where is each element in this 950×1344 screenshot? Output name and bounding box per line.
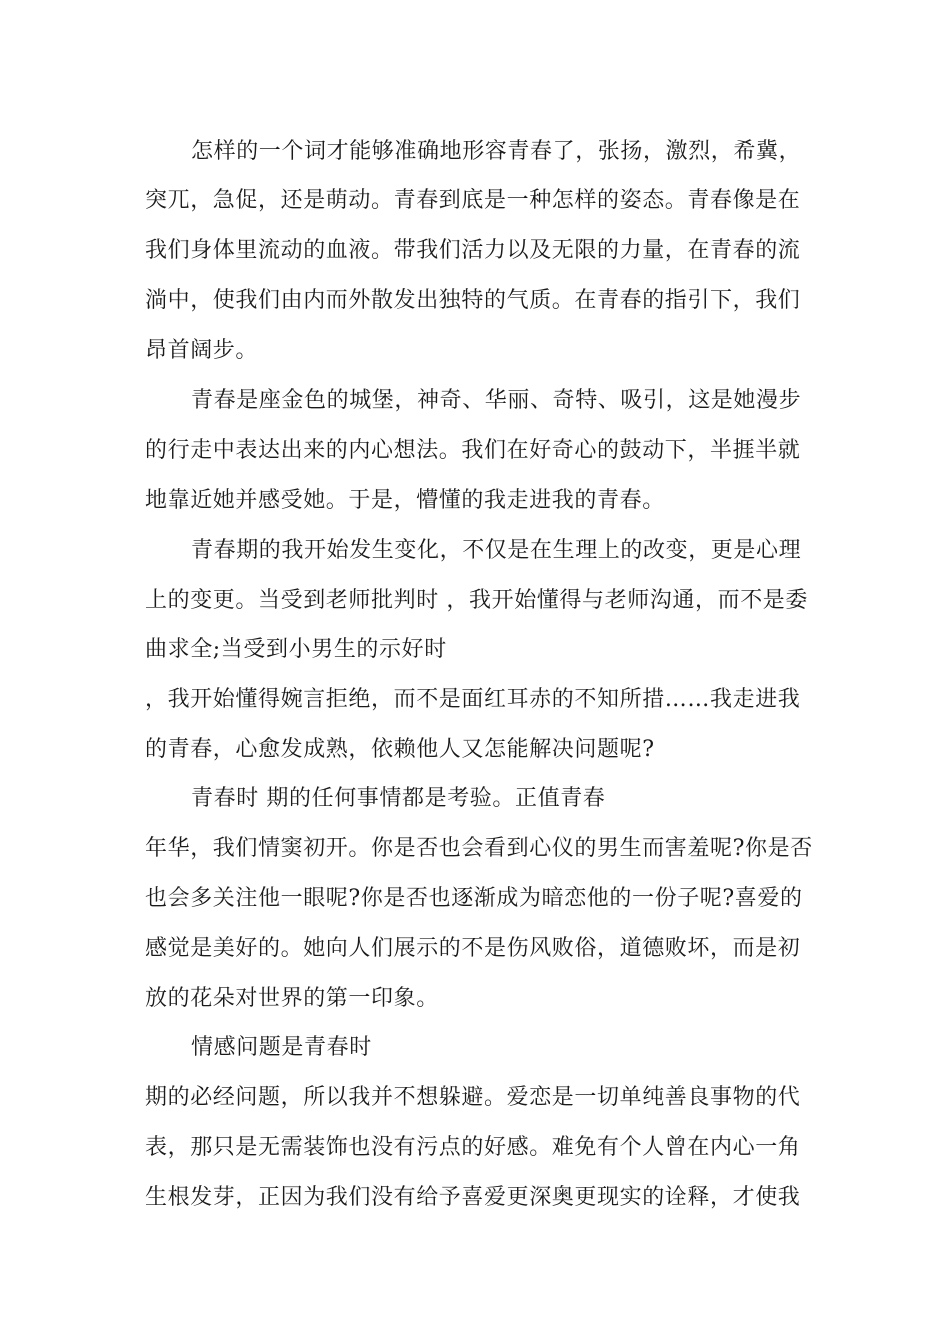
text-line: 期的必经问题，所以我并不想躲避。爱恋是一切单纯善良事物的代 [145, 1085, 801, 1110]
text-line: 曲求全;当受到小男生的示好时 [145, 637, 447, 662]
text-line: 生根发芽，正因为我们没有给予喜爱更深奥更现实的诠释，才使我 [145, 1185, 801, 1210]
text-line: 感觉是美好的。她向人们展示的不是伤风败俗，道德败坏，而是初 [145, 936, 801, 961]
text-line: 我们身体里流动的血液。带我们活力以及无限的力量，在青春的流 [145, 238, 801, 263]
text-line: 表，那只是无需装饰也没有污点的好感。难免有个人曾在内心一角 [145, 1135, 801, 1160]
text-line: 上的变更。当受到老师批判时 ，我开始懂得与老师沟通，而不是委 [145, 588, 808, 613]
text-line: 青春时 期的任何事情都是考验。正值青春 [191, 786, 606, 811]
text-line: 放的花朵对世界的第一印象。 [145, 986, 439, 1011]
text-line: 怎样的一个词才能够准确地形容青春了，张扬，激烈，希冀， [191, 139, 802, 164]
text-line: 情感问题是青春时 [191, 1035, 372, 1060]
text-line: 年华，我们情窦初开。你是否也会看到心仪的男生而害羞呢?你是否 [145, 836, 813, 861]
text-line: 青春是座金色的城堡，神奇、华丽、奇特、吸引，这是她漫步 [191, 388, 802, 413]
text-line: ，我开始懂得婉言拒绝，而不是面红耳赤的不知所措……我走进我 [145, 687, 801, 712]
text-line: 的青春，心愈发成熟，依赖他人又怎能解决问题呢? [145, 737, 655, 762]
text-line: 的行走中表达出来的内心想法。我们在好奇心的鼓动下，半捱半就 [145, 438, 801, 463]
text-line: 淌中，使我们由内而外散发出独特的气质。在青春的指引下，我们 [145, 288, 801, 313]
text-line: 青春期的我开始发生变化，不仅是在生理上的改变，更是心理 [191, 538, 802, 563]
text-line: 昂首阔步。 [145, 338, 259, 363]
text-line: 也会多关注他一眼呢?你是否也逐渐成为暗恋他的一份子呢?喜爱的 [145, 886, 803, 911]
text-line: 突兀，急促，还是萌动。青春到底是一种怎样的姿态。青春像是在 [145, 188, 801, 213]
text-line: 地靠近她并感受她。于是，懵懂的我走进我的青春。 [145, 488, 665, 513]
